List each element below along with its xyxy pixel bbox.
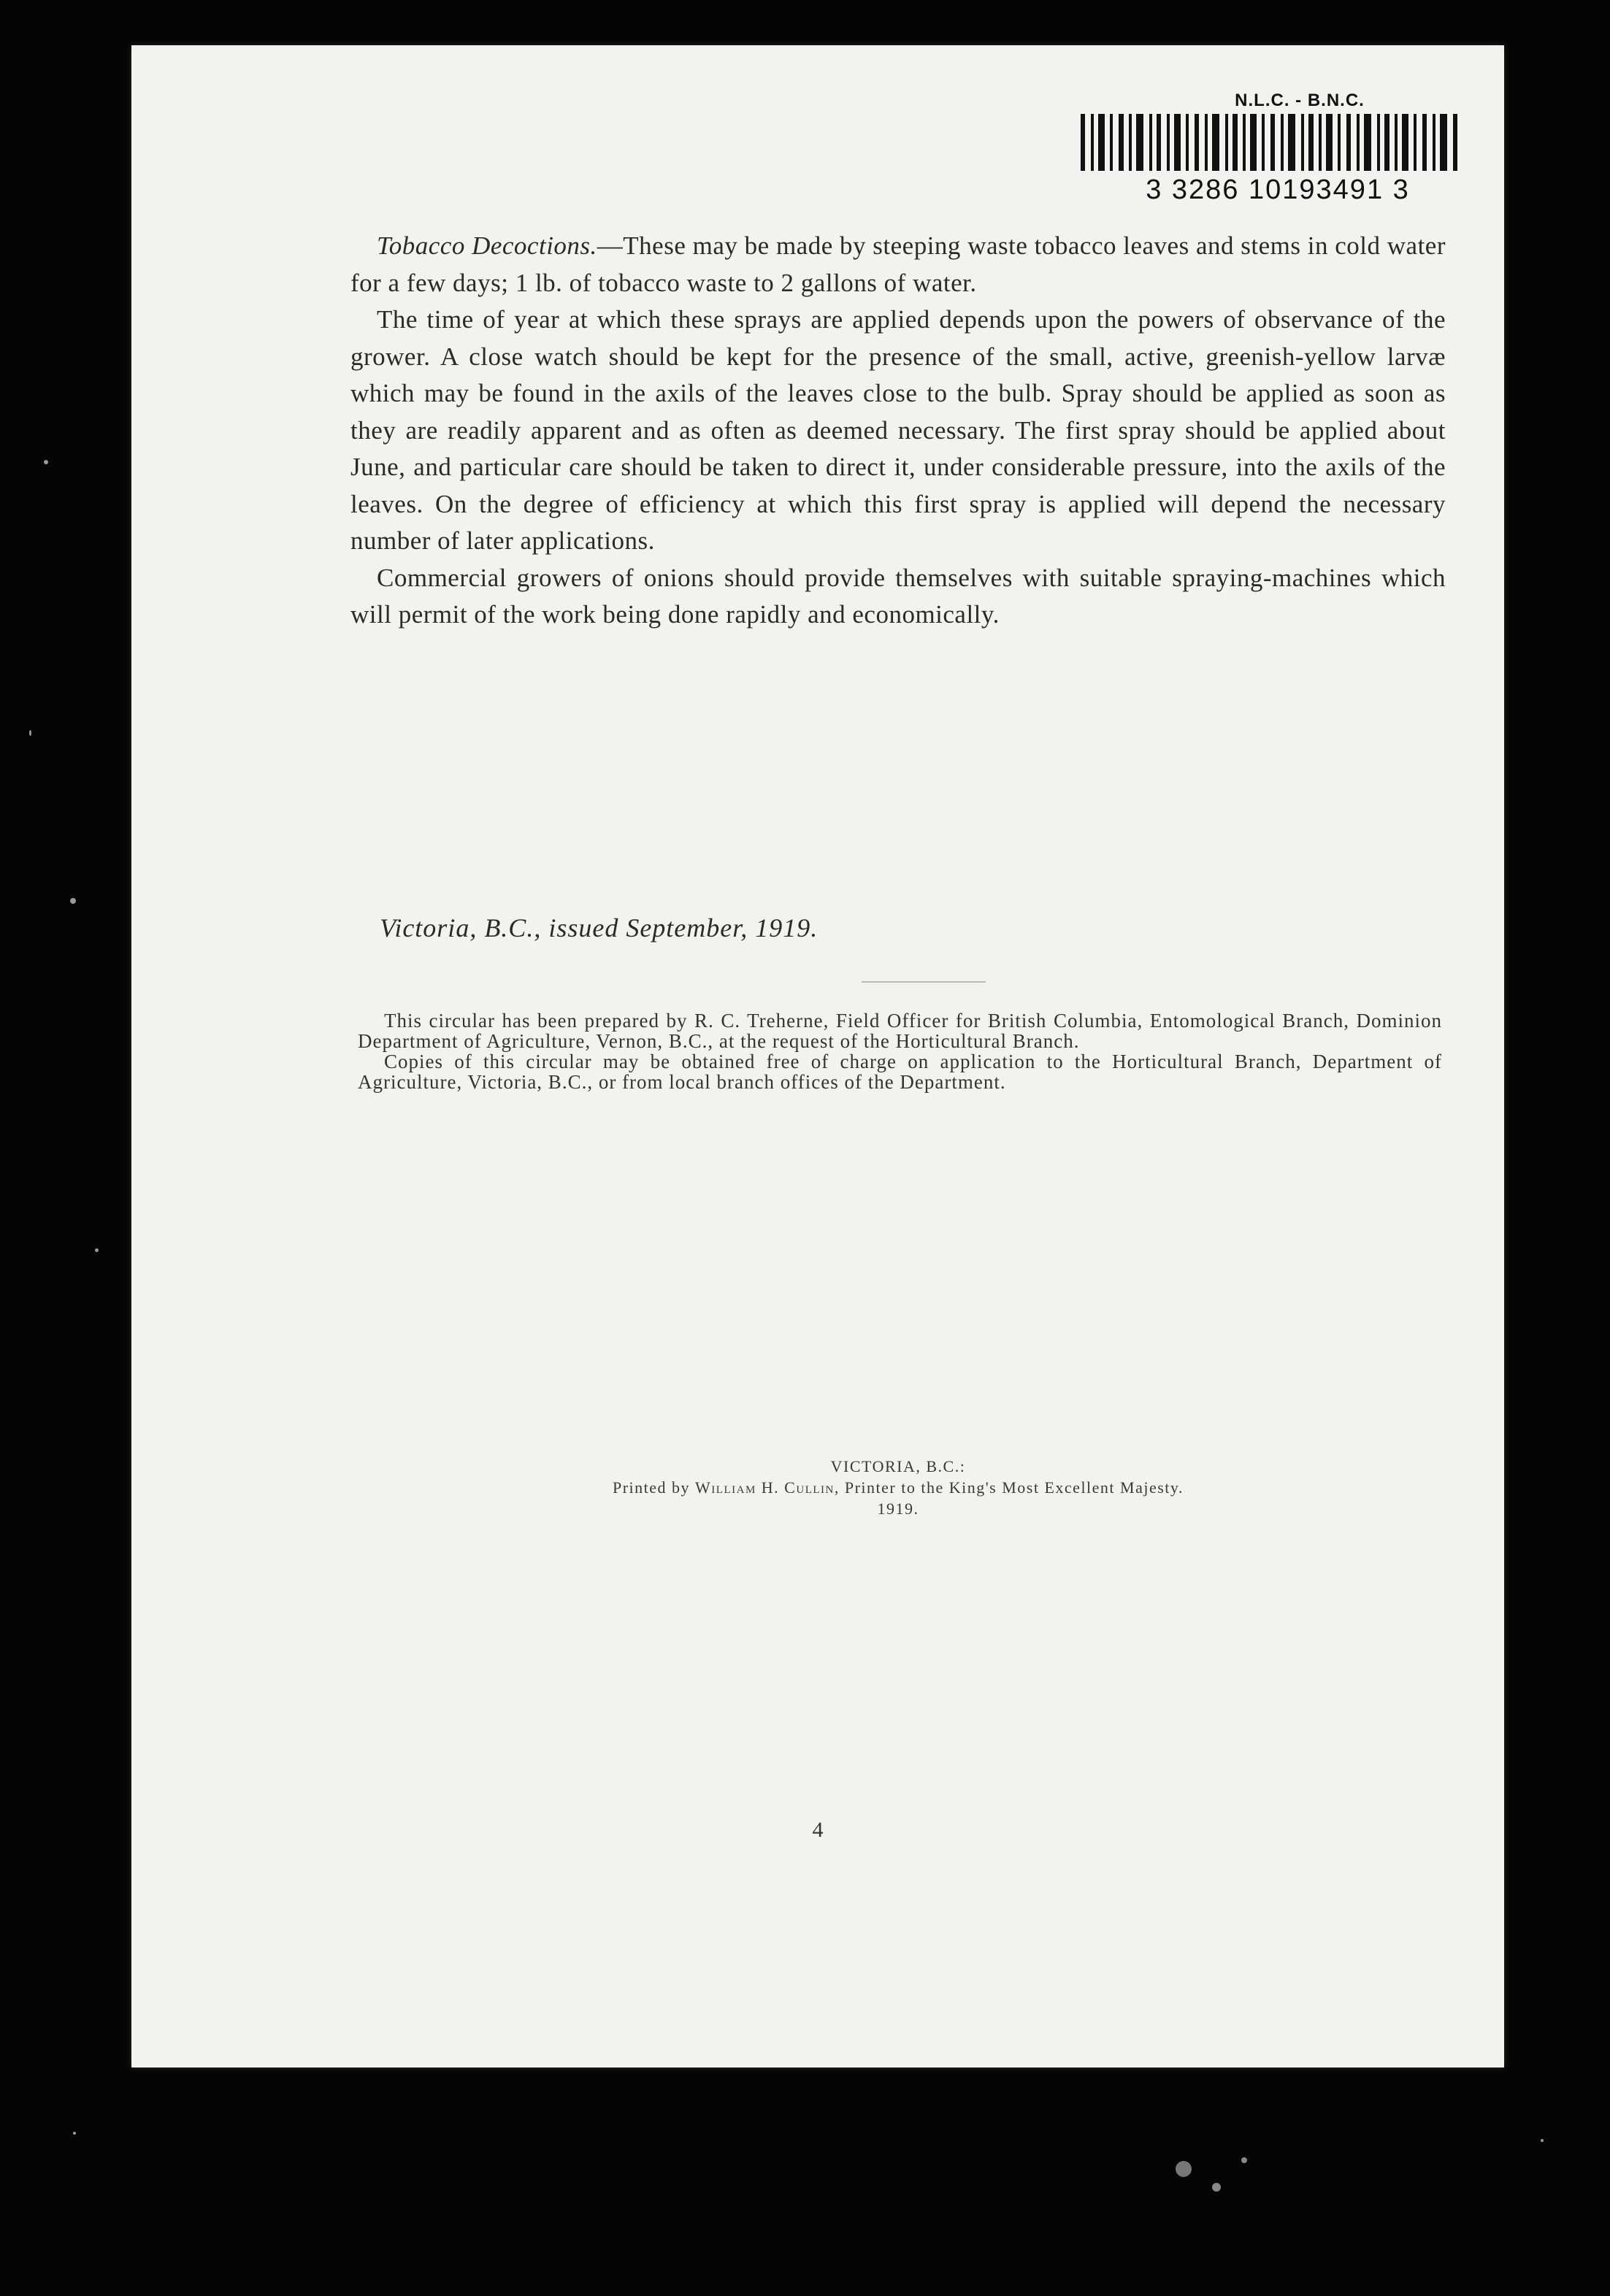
- paragraph-commercial-growers: Commercial growers of onions should provide themselves with suitable spraying-machines which will permit of the work being done rapidly and economically.: [350, 563, 1446, 629]
- barcode-number: 3 3286 10193491 3: [1146, 174, 1410, 205]
- film-speck: [95, 1248, 99, 1252]
- film-speck: [73, 2132, 76, 2135]
- film-speck: [1176, 2161, 1192, 2177]
- note-copies: Copies of this circular may be obtained free of charge on application to the Horticultural Branch, Department of Agriculture, Victoria, B.C., or from local branch offices of the Department.: [358, 1051, 1442, 1093]
- imprint-year: 1919.: [877, 1500, 919, 1518]
- film-speck: [1212, 2183, 1221, 2192]
- film-speck: [29, 730, 31, 736]
- imprint-printer-line: [350, 1477, 1446, 1498]
- paragraph-heading: Tobacco Decoctions.: [377, 231, 597, 260]
- circular-notes: [358, 1010, 1442, 1092]
- imprint-printer-name: William H. Cullin: [695, 1478, 835, 1497]
- note-prepared-by: This circular has been prepared by R. C. Treherne, Field Officer for British Columbia, Entomological Branch, Dominion Department of Agriculture, Vernon, B.C., at the request of the Horticultural Branch.: [358, 1010, 1442, 1052]
- imprint-place: VICTORIA, B.C.:: [830, 1457, 966, 1475]
- paragraph-tobacco-decoctions: [350, 228, 1446, 302]
- page-number: 4: [812, 1818, 824, 1842]
- imprint-printed-by: Printed by: [612, 1478, 691, 1497]
- imprint-printer-title: , Printer to the King's Most Excellent Majesty.: [834, 1478, 1184, 1497]
- film-speck: [44, 460, 48, 464]
- library-barcode: [1081, 91, 1460, 222]
- paragraph-spray-timing: The time of year at which these sprays are applied depends upon the powers of observance of the grower. A close watch should be kept for the presence of the small, active, greenish-yellow larvæ which may be found in the axils of the leaves close to the bulb. Spray should be applied as soon as they are readily apparent and as often as deemed necessary. The first spray should be applied about June, and particular care should be taken to direct it, under considerable pressure, into the axils of the leaves. On the degree of efficiency at which this first spray is applied will depend the necessary number of later applications.: [350, 305, 1446, 555]
- barcode-bars: [1081, 114, 1460, 171]
- film-speck: [70, 898, 76, 904]
- printer-imprint: [350, 1456, 1446, 1519]
- paragraph-text: —These may be made by steeping waste tobacco leaves and stems in cold water for a few days; 1 lb. of tobacco waste to 2 gallons of water.: [350, 231, 1446, 297]
- barcode-header: N.L.C. - B.N.C.: [1235, 91, 1365, 110]
- film-speck: [1541, 2139, 1544, 2142]
- document-page: [131, 45, 1504, 2067]
- body-text: [350, 228, 1446, 634]
- film-speck: [1241, 2157, 1247, 2163]
- divider-rule: [862, 981, 986, 983]
- dateline: Victoria, B.C., issued September, 1919.: [380, 913, 819, 942]
